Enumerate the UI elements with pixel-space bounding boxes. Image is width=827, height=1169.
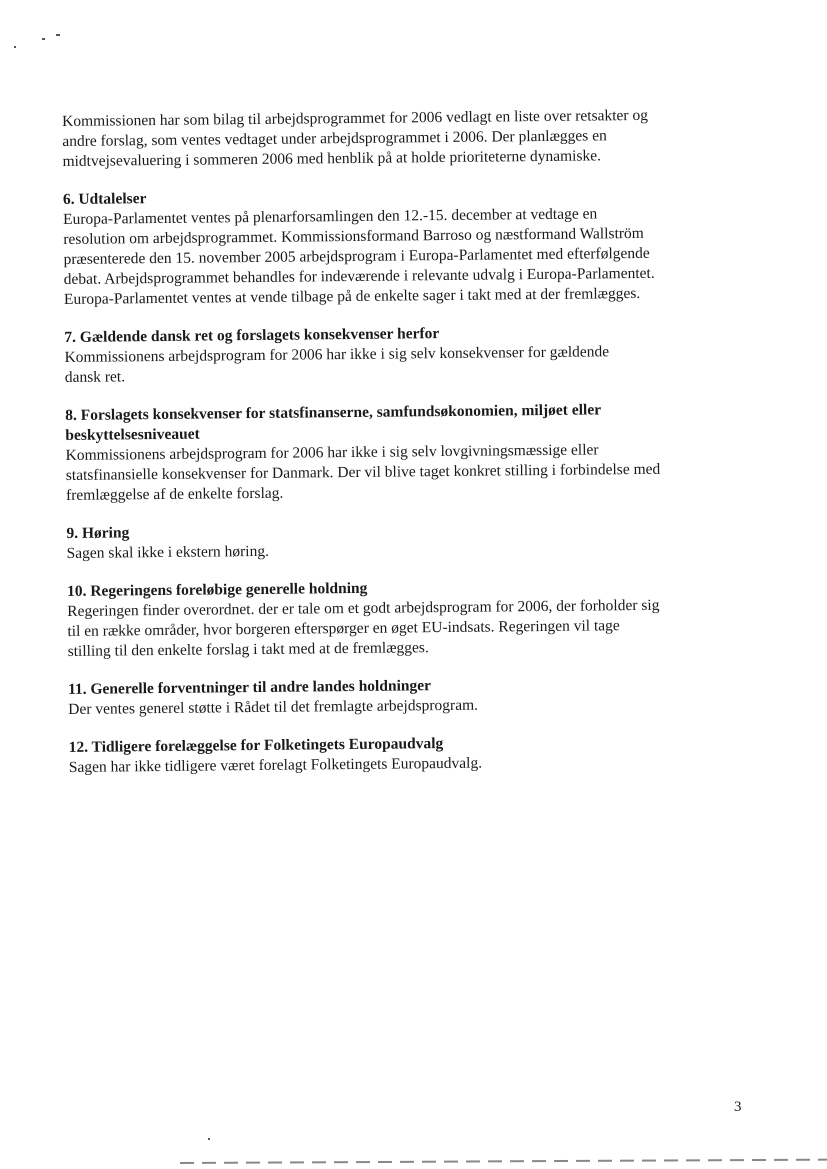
section-6-udtalelser bbox=[63, 183, 744, 310]
section-text bbox=[65, 439, 746, 506]
heading-line: 11. Generelle forventninger til andre landes holdninger bbox=[67, 677, 432, 698]
page-number: 3 bbox=[734, 1099, 742, 1115]
heading-line: 12. Tidligere forelæggelse for Folketingets Europaudvalg bbox=[68, 735, 444, 756]
scan-speck bbox=[208, 1138, 210, 1140]
section-9-hoering bbox=[66, 517, 746, 564]
scan-speck bbox=[14, 46, 16, 48]
intro-paragraph bbox=[62, 105, 743, 172]
scan-speck bbox=[42, 38, 45, 40]
text-line: til en række områder, hvor borgeren efterspørger en øget EU-indsats. Regeringen vil tage bbox=[67, 617, 620, 640]
section-12-tidligere-foreleggelse bbox=[69, 731, 749, 778]
section-text bbox=[63, 203, 744, 310]
text-line: Sagen har ikke tidligere været forelagt Folketingets Europaudvalg. bbox=[68, 754, 483, 776]
text-line: Europa-Parlamentet ventes på plenarforsamlingen den 12.-15. december at vedtage en bbox=[63, 205, 598, 228]
section-11-andre-landes-holdninger bbox=[68, 673, 748, 720]
text-line: Regeringen finder overordnet. der er tale om et godt arbejdsprogram for 2006, der forholder sig bbox=[67, 596, 660, 620]
text-line: debat. Arbejdsprogrammet behandles for indeværende i relevante udvalg i Europa-Parlamentet. bbox=[63, 264, 655, 288]
scan-speck bbox=[56, 34, 60, 36]
section-10-regeringens-holdning bbox=[67, 575, 748, 662]
text-line: Kommissionens arbejdsprogram for 2006 har ikke i sig selv lovgivningsmæssige eller bbox=[65, 441, 599, 464]
footer-dashed-rule bbox=[180, 1159, 827, 1164]
document-body bbox=[62, 105, 749, 778]
intro-text bbox=[62, 105, 743, 172]
text-line: dansk ret. bbox=[64, 368, 126, 386]
text-line: Der ventes generel støtte i Rådet til det fremlagte arbejdsprogram. bbox=[68, 696, 479, 718]
text-line: andre forslag, som ventes vedtaget under arbejdsprogrammet i 2006. Der planlægges en bbox=[62, 127, 607, 150]
heading-line: beskyttelsesniveauet bbox=[65, 425, 200, 444]
text-line: Sagen skal ikke i ekstern høring. bbox=[66, 542, 270, 562]
text-line: fremlæggelse af de enkelte forslag. bbox=[65, 484, 284, 504]
heading-line: 10. Regeringens foreløbige generelle holdning bbox=[66, 579, 368, 600]
heading-line: 9. Høring bbox=[66, 524, 130, 542]
section-heading bbox=[65, 399, 745, 446]
section-text bbox=[64, 341, 744, 388]
text-line: Kommissionens arbejdsprogram for 2006 har ikke i sig selv konsekvenser for gældende bbox=[64, 343, 610, 366]
section-text bbox=[67, 595, 748, 662]
text-line: resolution om arbejdsprogrammet. Kommissionsformand Barroso og næstformand Wallström bbox=[63, 224, 644, 248]
section-7-gaeldende-dansk-ret bbox=[64, 321, 745, 388]
text-line: stilling til den enkelte forslag i takt med at de fremlægges. bbox=[67, 639, 429, 660]
heading-line: 6. Udtalelser bbox=[62, 190, 147, 208]
text-line: statsfinansielle konsekvenser for Danmark. Der vil blive taget konkret stilling i forbindelse med bbox=[65, 460, 661, 484]
text-line: Kommissionen har som bilag til arbejdsprogrammet for 2006 vedlagt en liste over retsakter og bbox=[62, 106, 649, 130]
section-8-konsekvenser bbox=[65, 399, 746, 506]
heading-line: 7. Gældende dansk ret og forslagets konsekvenser herfor bbox=[64, 325, 440, 346]
text-line: midtvejsevaluering i sommeren 2006 med henblik på at holde prioriteterne dynamiske. bbox=[62, 147, 602, 170]
text-line: Europa-Parlamentet ventes at vende tilbage på de enkelte sager i takt med at der fremlægges. bbox=[63, 284, 641, 308]
text-line: præsenterede den 15. november 2005 arbejdsprogram i Europa-Parlamentet med efterfølgende bbox=[63, 244, 650, 268]
heading-line: 8. Forslagets konsekvenser for statsfinanserne, samfundsøkonomien, miljøet eller bbox=[65, 401, 602, 424]
